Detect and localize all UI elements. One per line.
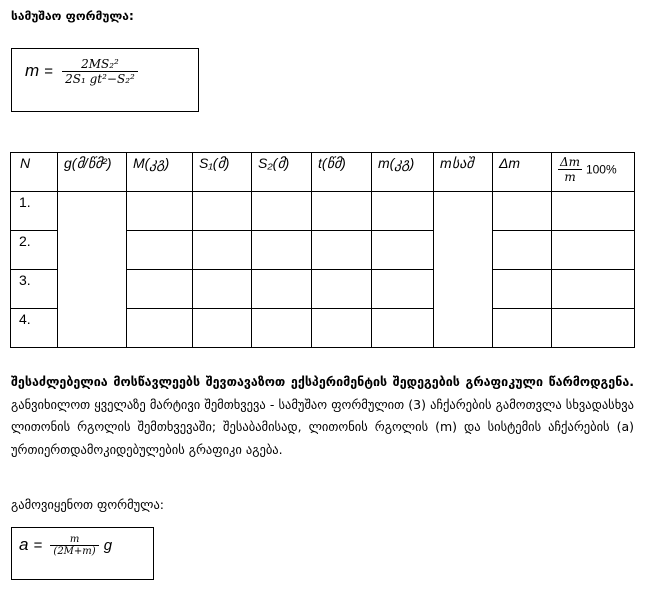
- table-cell: [252, 231, 312, 270]
- header-S2: S₂(მ): [252, 153, 312, 192]
- paragraph-bold-lead: შესაძლებელია მოსწავლეებს შევთავაზოთ ექსპერიმენტის შედეგების გრაფიკული წარმოდგენა.: [11, 374, 634, 389]
- formula-lhs: m: [25, 61, 40, 80]
- relative-error-fraction: [558, 155, 582, 184]
- header-m-avg: mსაშ: [434, 153, 493, 192]
- header-relative-error: [552, 153, 635, 192]
- row-index: 2.: [11, 231, 58, 270]
- results-table: [10, 152, 635, 348]
- table-cell: [372, 231, 434, 270]
- table-cell: [193, 309, 252, 348]
- header-delta-m: Δm: [493, 153, 552, 192]
- header-g: g(მ/წმ²): [58, 153, 127, 192]
- row-index: 1.: [11, 192, 58, 231]
- working-formula: [25, 57, 138, 86]
- working-formula-box: [11, 48, 199, 112]
- table-cell: [552, 192, 635, 231]
- header-M: M(კგ): [127, 153, 193, 192]
- acceleration-formula: [19, 534, 112, 557]
- table-cell: [312, 309, 372, 348]
- cell-g-merged: [58, 192, 127, 348]
- table-row: [11, 192, 635, 231]
- formula-suffix: g: [103, 537, 113, 554]
- relative-error-suffix: 100%: [585, 162, 617, 177]
- formula-fraction: [62, 57, 138, 86]
- paragraph-text: განვიხილოთ ყველაზე მარტივი შემთხვევა - სამუშაო ფორმულით (3) აჩქარების გამოთვლა სხვადასხვა ლითონის რგოლის შემთხვევაში; შესაბამისად, ლითონის რგოლის (m) და სისტემის აჩქარების (a) ურთიერთდამოკიდებულების გრაფიკი აგება.: [11, 396, 634, 457]
- formula-equals: =: [33, 537, 43, 554]
- table-cell: [372, 309, 434, 348]
- formula-intro: გამოვიყენოთ ფორმულა:: [11, 497, 165, 512]
- formula-lhs: a: [19, 535, 29, 554]
- table-cell: [252, 192, 312, 231]
- table-cell: [372, 270, 434, 309]
- table-cell: [193, 192, 252, 231]
- row-index: 3.: [11, 270, 58, 309]
- table-cell: [127, 309, 193, 348]
- formula-denominator: 2S₁ gt²−S₂²: [65, 72, 135, 86]
- table-cell: [193, 231, 252, 270]
- table-cell: [127, 231, 193, 270]
- relative-error-den: m: [564, 170, 576, 184]
- formula-denominator: (2M+m): [53, 546, 96, 557]
- table-cell: [252, 270, 312, 309]
- table-cell: [552, 270, 635, 309]
- table-cell: [127, 192, 193, 231]
- header-S1: S₁(მ): [193, 153, 252, 192]
- header-t: t(წმ): [312, 153, 372, 192]
- table-cell: [493, 231, 552, 270]
- row-index: 4.: [11, 309, 58, 348]
- table-cell: [127, 270, 193, 309]
- section-heading: სამუშაო ფორმულა:: [11, 9, 134, 23]
- table-cell: [312, 192, 372, 231]
- formula-numerator: 2MS₂²: [62, 57, 138, 72]
- formula-numerator: m: [50, 534, 98, 546]
- table-cell: [493, 270, 552, 309]
- table-header-row: [11, 153, 635, 192]
- table-cell: [493, 192, 552, 231]
- body-paragraph: [11, 371, 634, 461]
- table-cell: [312, 270, 372, 309]
- header-m: m(კგ): [372, 153, 434, 192]
- table-cell: [312, 231, 372, 270]
- table-cell: [493, 309, 552, 348]
- table-cell: [552, 309, 635, 348]
- relative-error-num: Δm: [560, 155, 581, 169]
- formula-fraction: [50, 534, 98, 557]
- table-cell: [193, 270, 252, 309]
- formula-equals: =: [44, 63, 54, 80]
- cell-m-avg-merged: [434, 192, 493, 348]
- table-cell: [252, 309, 312, 348]
- header-n: N: [11, 153, 58, 192]
- table-cell: [372, 192, 434, 231]
- acceleration-formula-box: [11, 527, 154, 580]
- table-cell: [552, 231, 635, 270]
